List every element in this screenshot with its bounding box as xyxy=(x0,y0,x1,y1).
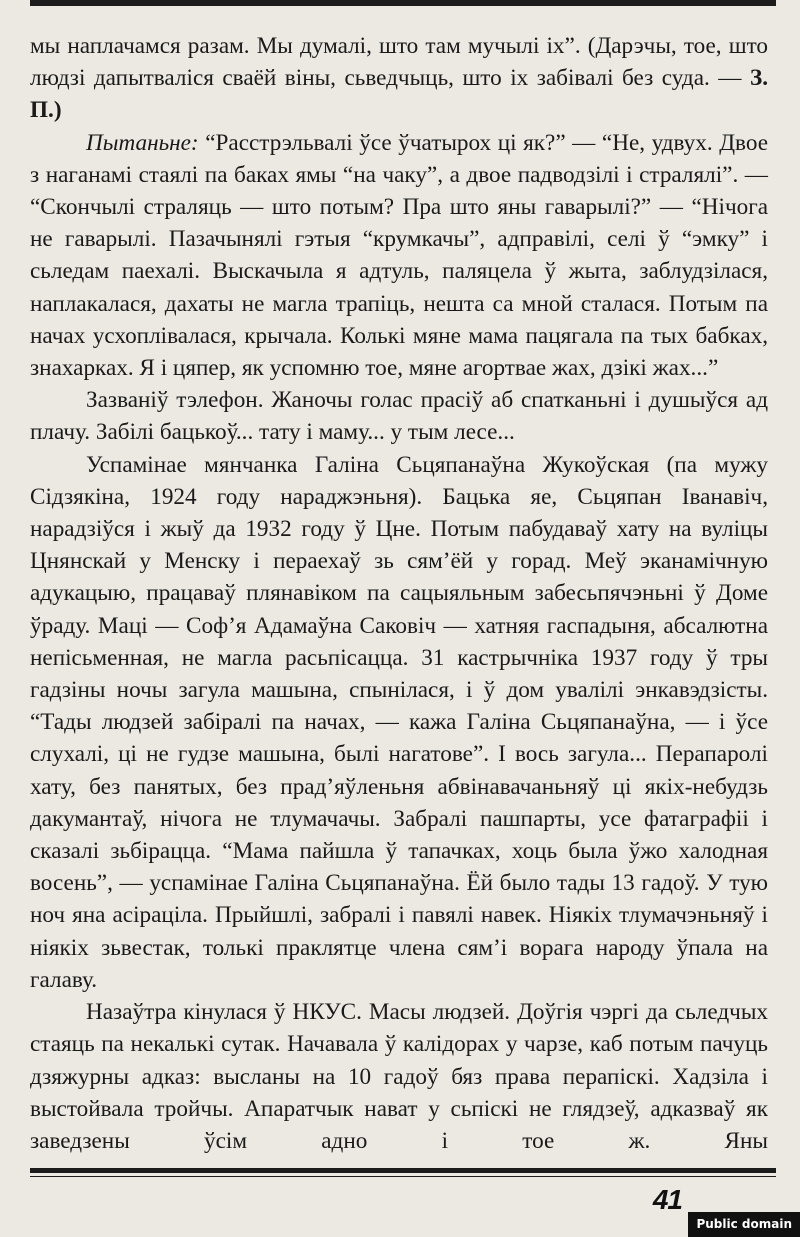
text-segment: Пытаньне: xyxy=(86,129,199,156)
paragraph xyxy=(30,30,768,127)
text-segment: мы наплачамся разам. Мы думалі, што там мучылі іх”. (Дарэчы, тое, што людзі дапытваліся сваёй віны, сьведчыць, што іх забівалі без суда. — xyxy=(30,33,768,92)
top-border-rule xyxy=(30,0,776,6)
text-segment: Успамінае мянчанка Галіна Сьцяпанаўна Жукоўская (па мужу Сідзякіна, 1924 году нараджэньня). Бацька яе, Сьцяпан Іванавіч, нарадзіўся і жыў да 1932 году ў Цне. Потым пабудаваў хату на вуліцы Цнянскай у Менску і пераехаў зь сям’ёй у горад. Меў эканамічную адукацыю, працаваў плянавіком па сацыяльным забесьпячэньні ў Доме ўраду. Маці — Соф’я Адамаўна Саковіч — хатняя гаспадыня, абсалютна непісьменная, не магла расьпісацца. 31 кастрычніка 1937 году ў тры гадзіны ночы загула машына, спынілася, і ў дом увалілі энкавэдзісты. “Тады людзей забіралі па начах, — кажа Галіна Сьцяпанаўна, — і ўсе слухалі, ці не гудзе машына, былі нагатове”. І вось загула... Перапаролі хату, без панятых, без прад’яўленьня абвінавачаньняў ці якіх-небудзь дакумантаў, нічога не тлумачачы. Забралі пашпарты, усе фатаграфіі і сказалі зьбірацца. “Мама пайшла ў тапачках, хоць была ўжо халодная восень”, — успамінае Галіна Сьцяпанаўна. Ёй было тады 13 гадоў. У тую ноч яна асіраціла. Прыйшлі, забралі і павялі навек. Ніякіх тлумачэньняў і ніякіх зьвестак, толькі праклятце члена сям’і ворага народу ўпала на галаву. xyxy=(30,451,768,993)
text-segment: Назаўтра кінулася ў НКУС. Масы людзей. Доўгія чэргі да сьледчых стаяць па некалькі сутак. Начавала ў калідорах у чарзе, каб потым пачуць дзяжурны адказ: высланы на 10 гадоў бяз права перапіскі. Хадзіла і выстойвала тройчы. Апаратчык нават у сьпіскі не глядзеў, адказваў як заведзены ўсім адно і тое ж. Яны xyxy=(30,999,768,1154)
paragraph xyxy=(30,996,768,1157)
paragraph xyxy=(30,449,768,996)
license-badge: Public domain xyxy=(688,1212,800,1237)
paragraph xyxy=(30,384,768,448)
page-body-text xyxy=(30,30,768,1157)
bottom-border-rule xyxy=(30,1168,776,1177)
text-segment: Зазваніў тэлефон. Жаночы голас прасіў аб спатканьні і душыўся ад плачу. Забілі бацькоў... тату і маму... у тым лесе... xyxy=(30,387,768,446)
text-segment: З. П.) xyxy=(30,65,768,124)
paragraph xyxy=(30,127,768,385)
page-number: 41 xyxy=(652,1184,682,1215)
text-segment: “Расстрэльвалі ўсе ўчатырох ці як?” — “Не, удвух. Двое з наганамі стаялі па баках ямы “на чаку”, а двое падводзілі і стралялі”. — “Скончылі страляць — што потым? Пра што яны гаварылі?” — “Нічога не гаварылі. Пазачынялі гэтыя “крумкачы”, адправілі, селі ў “эмку” і сьледам паехалі. Выскачыла я адтуль, паляцела ў жыта, заблудзілася, наплакалася, дахаты не магла трапіць, нешта са мной сталася. Потым па начах усхоплівалася, крычала. Колькі мяне мама пацягала па тых бабках, знахарках. Я і цяпер, як успомню тое, мяне агортвае жах, дзікі жах...” xyxy=(30,129,768,382)
